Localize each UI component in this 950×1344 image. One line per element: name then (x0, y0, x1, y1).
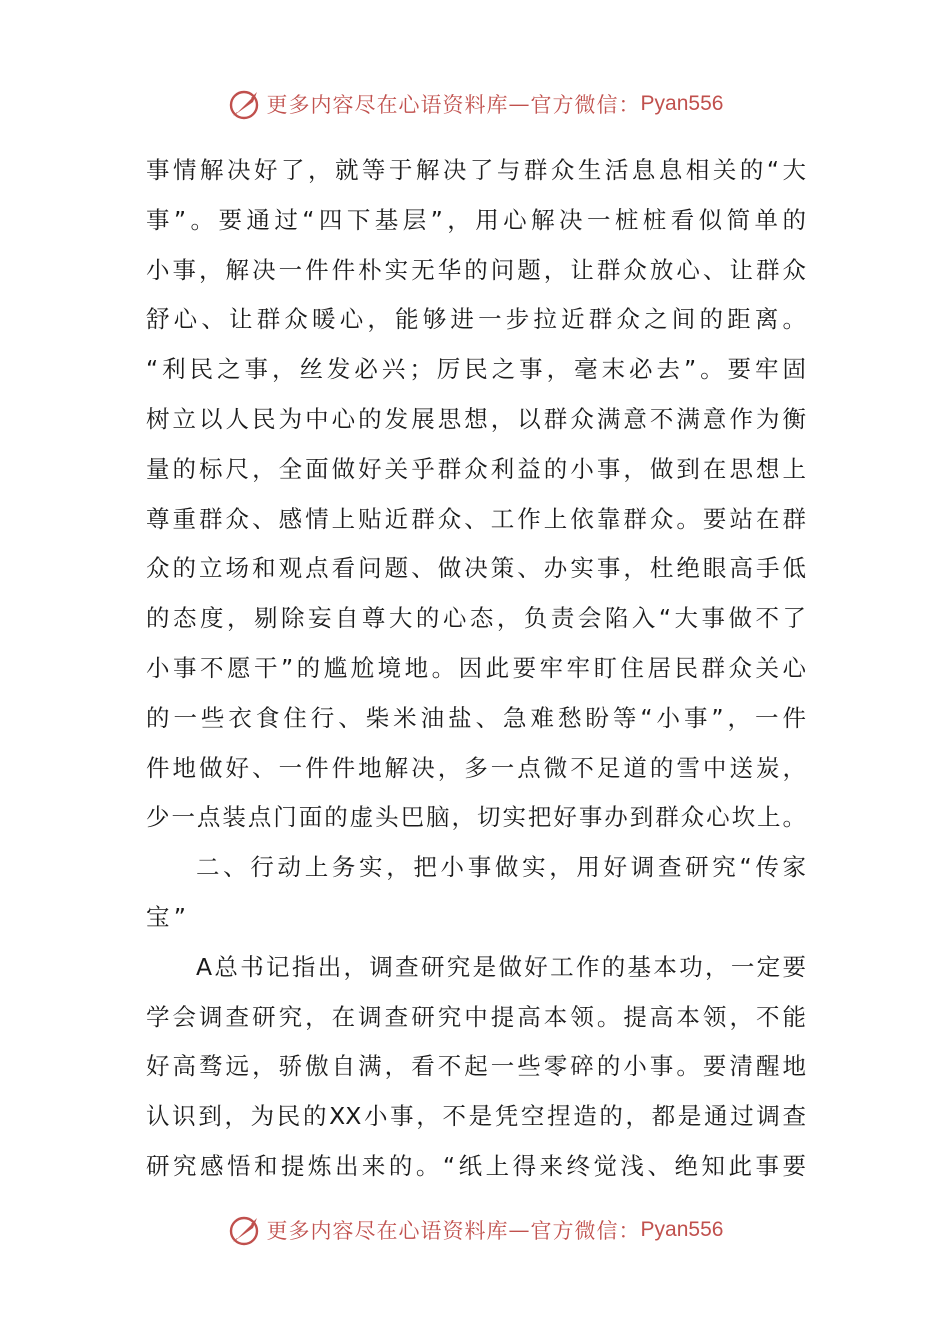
text-line: 小事不愿干”的尴尬境地。因此要牢牢盯住居民群众关心 (146, 653, 806, 682)
text-line: 认识到，为民的XX小事，不是凭空捏造的，都是通过调查 (146, 1102, 806, 1131)
text-line: “利民之事，丝发必兴；厉民之事，毫末必去”。要牢固 (146, 355, 806, 384)
text-line: 的一些衣食住行、柴米油盐、急难愁盼等“小事”，一件 (146, 703, 806, 732)
text-line: 学会调查研究，在调查研究中提高本领。提高本领，不能 (146, 1002, 806, 1031)
watermark-dash: — (508, 1218, 531, 1242)
watermark-contact-id: Pyan556 (640, 1218, 724, 1241)
text-line: A总书记指出，调查研究是做好工作的基本功，一定要 (196, 952, 806, 981)
watermark-contact-label: 官方微信： (530, 1219, 641, 1243)
text-line: 事”。要通过“四下基层”，用心解决一桩桩看似简单的 (146, 205, 806, 234)
text-line: 量的标尺，全面做好关乎群众利益的小事，做到在思想上 (146, 454, 806, 483)
watermark-dash: — (508, 92, 531, 116)
watermark-header (0, 84, 950, 124)
quill-logo-icon (227, 1212, 263, 1248)
watermark-main-text: 更多内容尽在心语资料库 (266, 1219, 509, 1243)
watermark-footer (0, 1210, 950, 1250)
text-line: 好高骛远，骄傲自满，看不起一些零碎的小事。要清醒地 (146, 1052, 806, 1081)
quill-logo-icon (227, 86, 263, 122)
watermark-contact-label: 官方微信： (530, 93, 641, 117)
text-line: 尊重群众、感情上贴近群众、工作上依靠群众。要站在群 (146, 504, 806, 533)
text-line: 的态度，剔除妄自尊大的心态，负责会陷入“大事做不了 (146, 604, 806, 633)
text-line: 研究感悟和提炼出来的。“纸上得来终觉浅、绝知此事要 (146, 1151, 806, 1180)
section-heading-continued: 宝” (146, 902, 191, 931)
watermark-contact-id: Pyan556 (640, 92, 724, 115)
text-line: 少一点装点门面的虚头巴脑，切实把好事办到群众心坎上。 (146, 803, 806, 832)
text-line: 众的立场和观点看问题、做决策、办实事，杜绝眼高手低 (146, 554, 806, 583)
document-body (146, 146, 806, 1192)
text-line: 事情解决好了，就等于解决了与群众生活息息相关的“大 (146, 156, 806, 184)
watermark-main-text: 更多内容尽在心语资料库 (266, 93, 509, 117)
section-heading: 二、行动上务实，把小事做实，用好调查研究“传家 (196, 853, 806, 882)
text-line: 件地做好、一件件地解决，多一点微不足道的雪中送炭， (146, 753, 806, 782)
text-line: 树立以人民为中心的发展思想，以群众满意不满意作为衡 (146, 404, 806, 433)
text-line: 小事，解决一件件朴实无华的问题，让群众放心、让群众 (146, 255, 806, 284)
text-line: 舒心、让群众暖心，能够进一步拉近群众之间的距离。 (146, 305, 806, 334)
